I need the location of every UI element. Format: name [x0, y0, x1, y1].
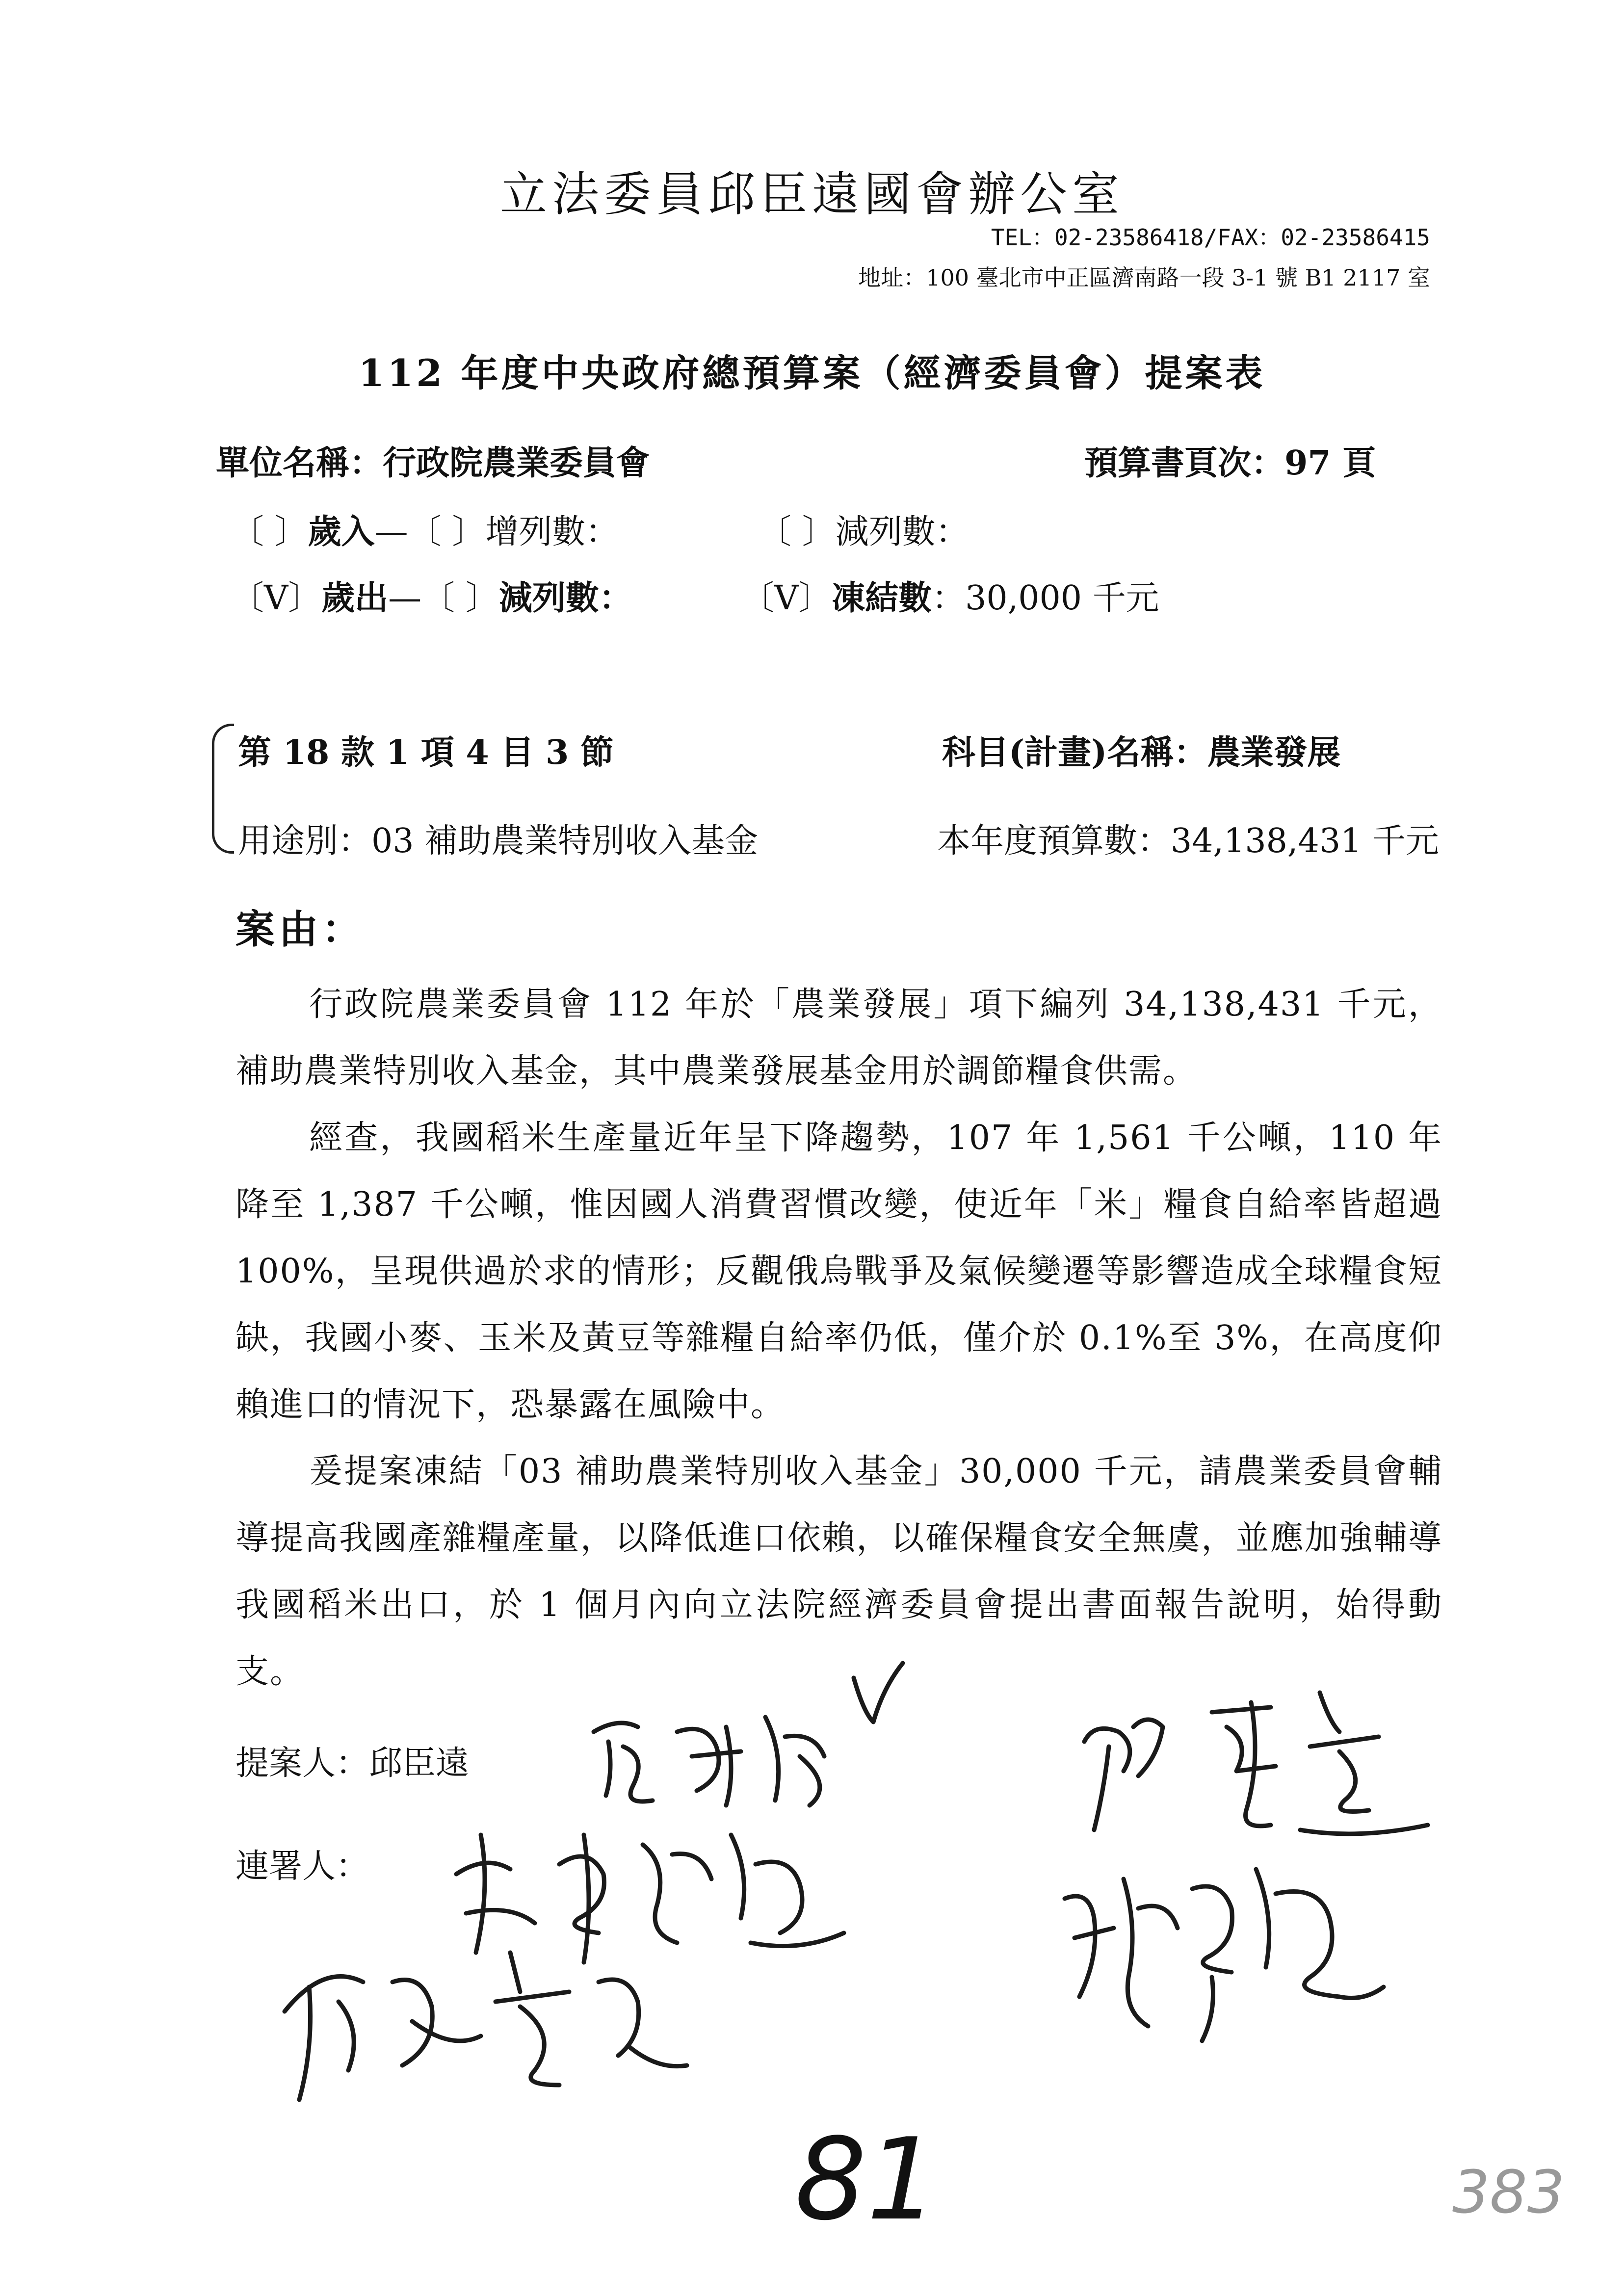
- expenditure-row: [231, 572, 632, 619]
- document-title: 112 年度中央政府總預算案（經濟委員會）提案表: [358, 351, 1266, 395]
- revenue-label: 歲入: [308, 512, 375, 551]
- page-number: 81: [795, 2114, 939, 2245]
- item-section: 第 18 款 1 項 4 目 3 節: [238, 733, 614, 772]
- item-bracket: [212, 724, 234, 854]
- expenditure-decrease-check: 〔 〕: [421, 579, 499, 618]
- revenue-decrease: [758, 505, 969, 553]
- expenditure-dash: —: [388, 579, 422, 618]
- revenue-dash: —: [374, 513, 408, 551]
- item-purpose: 用途別：03 補助農業特別收入基金: [238, 822, 759, 861]
- revenue-row: [231, 505, 619, 553]
- item-subject: 科目(計畫)名稱：農業發展: [942, 733, 1341, 772]
- revenue-increase-check: 〔 〕: [408, 513, 486, 551]
- revenue-decrease-check: 〔 〕: [758, 513, 836, 551]
- freeze-check: 〔V〕: [741, 579, 832, 618]
- budget-page: 預算書頁次：97 頁: [1084, 444, 1376, 483]
- expenditure-decrease-label: 減列數：: [498, 578, 632, 618]
- revenue-check: 〔 〕: [231, 513, 308, 551]
- signature-4: [1045, 1850, 1398, 2056]
- reason-heading: 案由：: [236, 906, 365, 952]
- unit-name: 單位名稱：行政院農業委員會: [216, 444, 650, 483]
- cosigner-label: 連署人：: [236, 1847, 369, 1886]
- freeze-label: 凍結數: [832, 578, 932, 618]
- stamp-number: 383: [1452, 2159, 1565, 2227]
- expenditure-check: 〔V〕: [231, 579, 322, 618]
- expenditure-label: 歲出: [321, 578, 389, 618]
- freeze-amount: [741, 572, 1159, 619]
- reason-paragraph-2: 經查，我國稻米生產量近年呈下降趨勢，107 年 1,561 千公噸，110 年降至 1,387 千公噸，惟因國人消費習慣改變，使近年「米」糧食自給率皆超過 100%，呈現供過於求的情形；反觀俄烏戰爭及氣候變遷等影響造成全球糧食短缺，我國小麥、玉米及黃豆等雜糧自給率仍低，僅介於 0.1%至 3%，在高度仰賴進口的情況下，恐暴露在風險中。: [236, 1119, 1442, 1424]
- revenue-increase-label: 增列數：: [485, 513, 619, 551]
- item-budget: 本年度預算數：34,138,431 千元: [937, 822, 1439, 861]
- office-name: 立法委員邱臣遠國會辦公室: [500, 167, 1124, 222]
- freeze-value: ：30,000 千元: [932, 579, 1159, 618]
- office-address: 地址：100 臺北市中正區濟南路一段 3-1 號 B1 2117 室: [858, 264, 1430, 291]
- revenue-decrease-label: 減列數：: [835, 513, 969, 551]
- proposer-label: 提案人：邱臣遠: [236, 1744, 470, 1783]
- reason-paragraph-3: 爰提案凍結「03 補助農業特別收入基金」30,000 千元，請農業委員會輔導提高我國產雜糧產量，以降低進口依賴，以確保糧食安全無虞，並應加強輔導我國稻米出口，於 1 個月內向立法院經濟委員會提出書面報告說明，始得動支。: [236, 1452, 1442, 1691]
- reason-paragraph-1: 行政院農業委員會 112 年於「農業發展」項下編列 34,138,431 千元，補助農業特別收入基金，其中農業發展基金用於調節糧食供需。: [236, 985, 1442, 1091]
- signature-2: [1065, 1683, 1438, 1859]
- tel-fax: TEL：02-23586418/FAX：02-23586415: [991, 224, 1430, 251]
- signature-proposer: [579, 1658, 913, 1820]
- signature-5: [265, 1923, 716, 2119]
